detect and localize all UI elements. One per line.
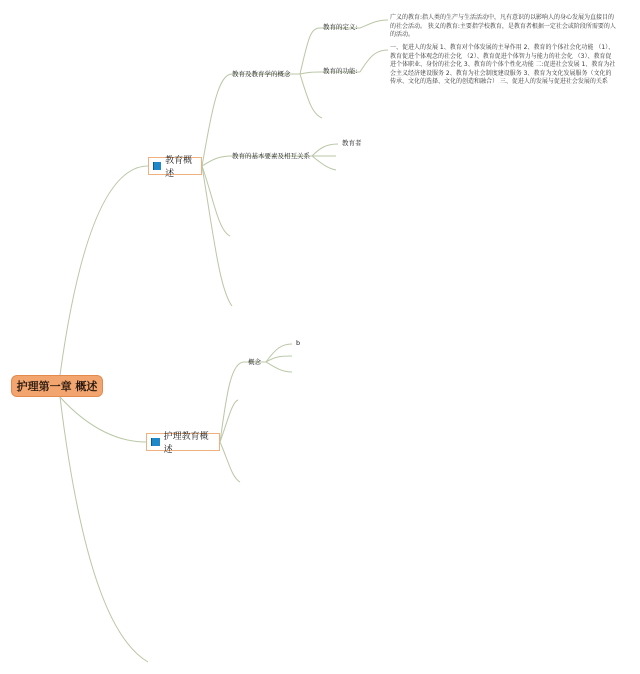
link-root-branch1 [60,166,148,375]
link-root-bottom [60,397,148,662]
link-b2-sub1 [220,362,266,442]
subtopic-function[interactable]: 教育的功能: [323,67,358,75]
subtopic-elements[interactable]: 教育的基本要素及相互关系 [232,152,310,160]
topic-education-overview[interactable] [148,156,202,179]
link-func-text [360,50,388,72]
link-sub1-empty [300,74,322,118]
link-root-branch2 [60,397,146,442]
link-b2-empty2 [220,442,240,482]
node-b[interactable]: b [296,339,301,347]
root-node[interactable] [11,375,103,397]
link-concept-child [266,344,292,362]
function-text[interactable]: 一、促进人的发展 1、教育对个体发展的主导作用 2、教育的个体社会化功能 （1）、教育促进个体观念的社会化 （2）、教育促进个体智力与能力的社会化 （3）、教育促进个体职业、身份的社会化 3、教育的个体个性化功能 二:促进社会发展 1、教育为社会主义经济建设服务 2、教育为社会制度建设服务 3、教育为文化发展服务（文化的传承、文化的选择、文化的创造和融合） 三、促进人的发展与促进社会发展的关系 [390,44,616,85]
topic-label: 教育概述 [165,156,193,179]
link-sub2-child [312,144,338,156]
node-educator[interactable]: 教育者 [342,139,362,147]
link-b1-empty1 [202,166,230,236]
flag-icon [153,162,161,170]
link-sub2-empty2 [312,156,336,170]
link-b1-empty2 [202,166,232,306]
subtopic-concept[interactable]: 概念 [248,358,261,366]
subtopic-definition[interactable]: 教育的定义: [323,23,358,31]
link-def-text [360,20,388,28]
flag-icon [151,438,160,446]
subtopic-concepts[interactable]: 教育及教育学的概念 [232,70,291,78]
root-label: 护理第一章 概述 [16,380,98,393]
link-concept-empty2 [266,362,292,372]
topic-nursing-education-overview[interactable] [146,432,220,455]
topic-label: 护理教育概述 [163,432,209,455]
definition-text[interactable]: 广义的教育:指人类的生产与生活活动中，凡有意识的以影响人的身心发展为直接目的的社会活动。 狭义的教育:主要指学校教育，是教育者根据一定社会或阶段所需要的人的活动。 [390,14,616,38]
